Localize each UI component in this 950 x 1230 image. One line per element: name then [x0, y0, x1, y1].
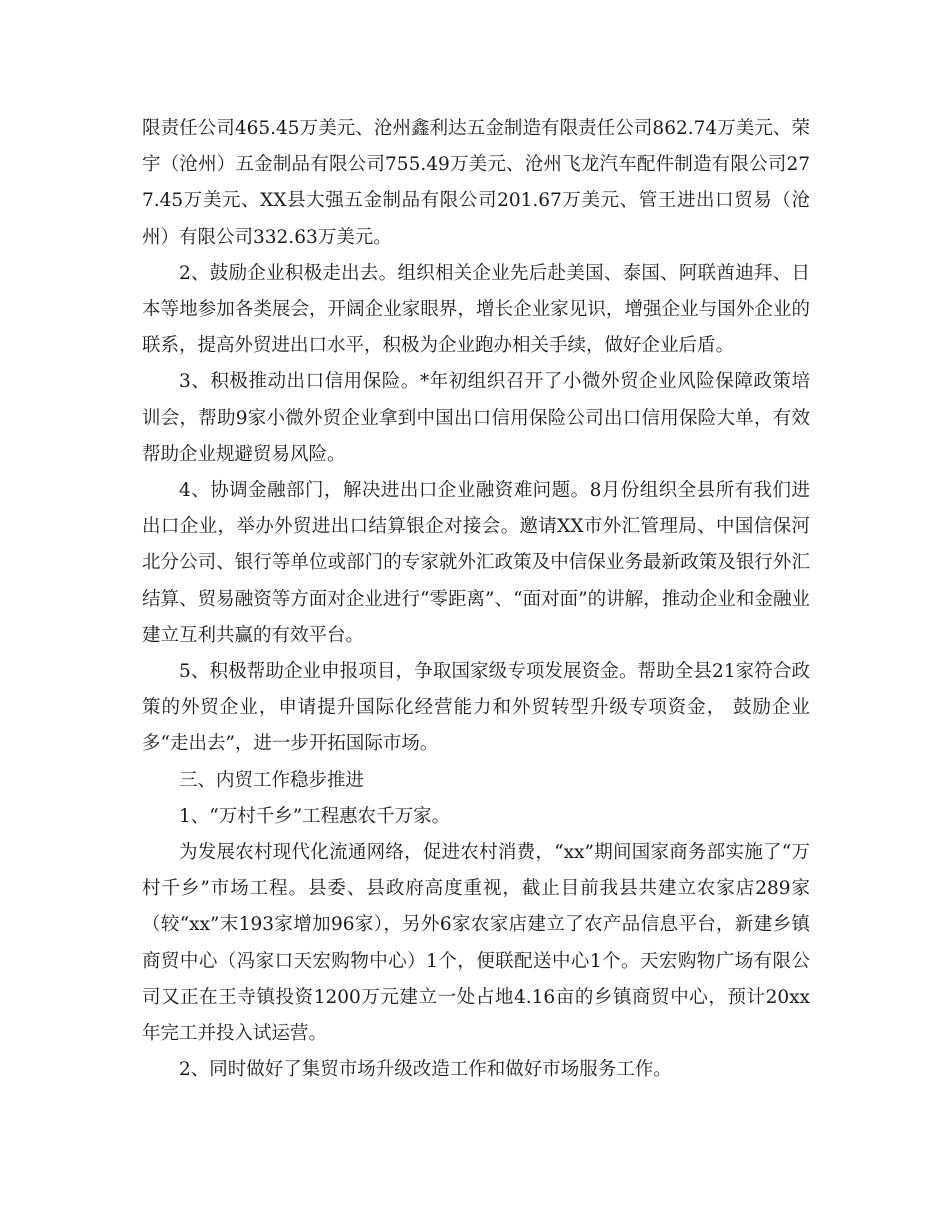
subheading-village-project: 1、“万村千乡”工程惠农千万家。 [179, 805, 451, 827]
paragraph-rural-network: 为发展农村现代化流通网络，促进农村消费，“xx”期间国家商务部实施了“万村千乡”市场工程。县委、县政府高度重视，截止目前我县共建立农家店289家（较“xx”末193家增加96家），另外6家农家店建立了农产品信息平台，新建乡镇商贸中心（冯家口天宏购物中心）1个，便联配送中心1个。天宏购物广场有限公司又正在王寺镇投资1200万元建立一处占地4.16亩的乡镇商贸中心，预计20xx年完工并投入试运营。 [142, 842, 810, 1045]
paragraph-market-upgrade: 2、同时做好了集贸市场升级改造工作和做好市场服务工作。 [179, 1059, 672, 1081]
paragraph-going-abroad: 2、鼓励企业积极走出去。组织相关企业先后赴美国、泰国、阿联酋迪拜、日本等地参加各类展会，开阔企业家眼界，增长企业家见识，增强企业与国外企业的联系，提高外贸进出口水平，积极为企业跑办相关手续，做好企业后盾。 [142, 262, 810, 357]
paragraph-project-funding: 5、积极帮助企业申报项目，争取国家级专项发展资金。帮助全县21家符合政策的外贸企业，申请提升国际化经营能力和外贸转型升级专项资金， 鼓励企业多“走出去”，进一步开拓国际市场。 [142, 661, 810, 755]
paragraph-export-companies: 限责任公司465.45万美元、沧州鑫利达五金制造有限责任公司862.74万美元、荣宇（沧州）五金制品有限公司755.49万美元、沧州飞龙汽车配件制造有限公司277.45万美元、XX县大强五金制品有限公司201.67万美元、管王进出口贸易（沧州）有限公司332.63万美元。 [142, 118, 810, 248]
paragraph-financing: 4、协调金融部门，解决进出口企业融资难问题。8月份组织全县所有我们进出口企业，举办外贸进出口结算银企对接会。邀请XX市外汇管理局、中国信保河北分公司、银行等单位或部门的专家就外汇政策及中信保业务最新政策及银行外汇结算、贸易融资等方面对企业进行“零距离”、“面对面”的讲解，推动企业和金融业建立互利共赢的有效平台。 [142, 480, 810, 646]
section-heading-domestic-trade: 三、内贸工作稳步推进 [179, 769, 365, 791]
paragraph-credit-insurance: 3、积极推动出口信用保险。*年初组织召开了小微外贸企业风险保障政策培训会，帮助9家小微外贸企业拿到中国出口信用保险公司出口信用保险大单，有效帮助企业规避贸易风险。 [142, 371, 810, 465]
document-body [142, 111, 810, 1088]
